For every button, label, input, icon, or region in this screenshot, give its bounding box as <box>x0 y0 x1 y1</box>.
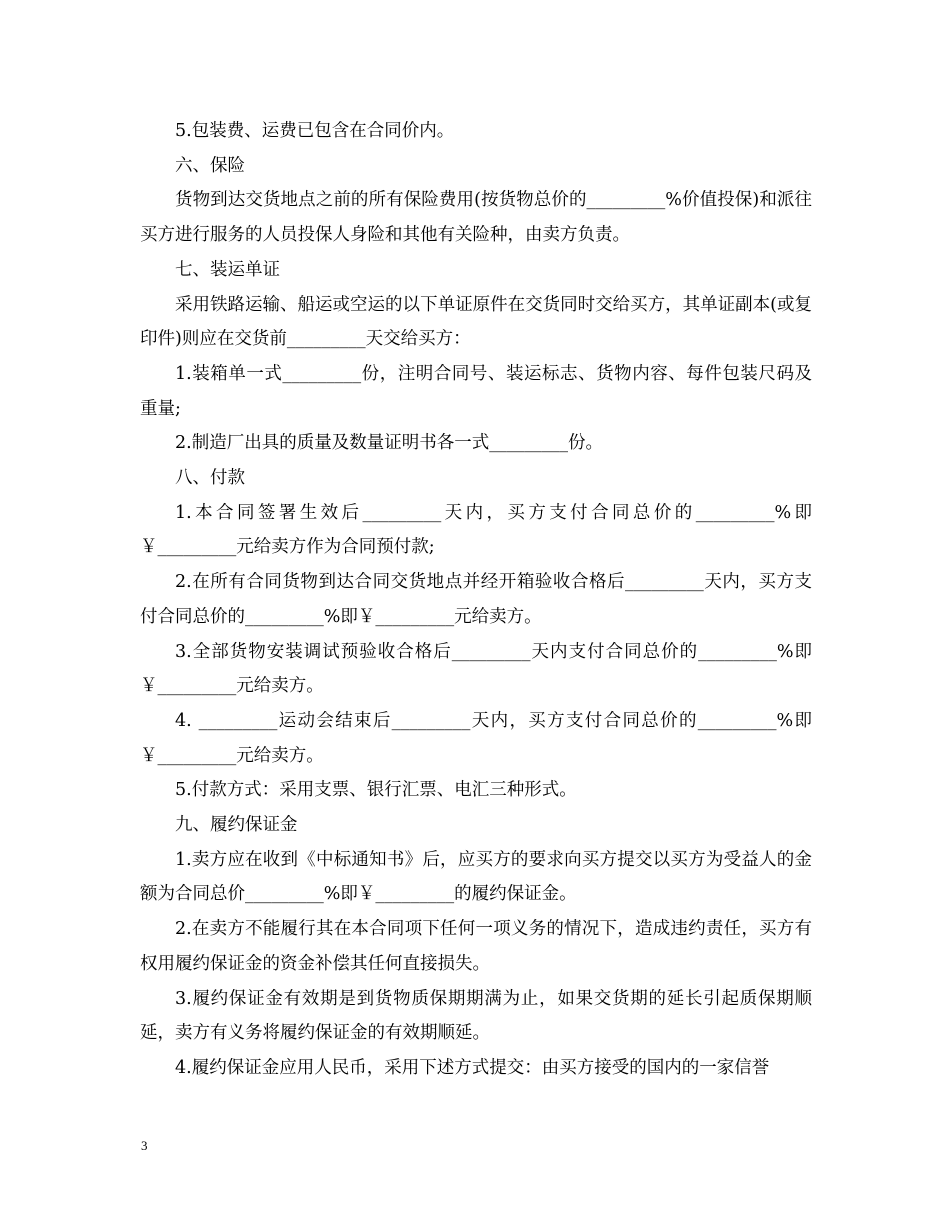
paragraph: 5.包装费、运费已包含在合同价内。 <box>175 121 455 141</box>
paragraph: 2.制造厂出具的质量及数量证明书各一式_________份。 <box>175 433 603 454</box>
section-heading-shipping-documents: 七、装运单证 <box>175 259 280 280</box>
section-heading-performance-bond: 九、履约保证金 <box>175 815 298 836</box>
page-number: 3 <box>141 1138 148 1153</box>
paragraph: 2.在所有合同货物到达合同交货地点并经开箱验收合格后_________天内，买方支付合同总价的_________%即￥_________元给卖方。 <box>140 572 812 627</box>
paragraph: 1.本合同签署生效后_________天内，买方支付合同总价的_________%即￥_________元给卖方作为合同预付款; <box>140 502 812 558</box>
document-body <box>140 114 812 1086</box>
paragraph: 4.履约保证金应用人民币，采用下述方式提交：由买方接受的国内的一家信誉 <box>175 1057 770 1078</box>
paragraph: 3.履约保证金有效期是到货物质保期期满为止，如果交货期的延长引起质保期顺延，卖方有义务将履约保证金的有效期顺延。 <box>140 988 812 1044</box>
paragraph: 货物到达交货地点之前的所有保险费用(按货物总价的_________%价值投保)和派往买方进行服务的人员投保人身险和其他有关险种，由卖方负责。 <box>140 190 812 246</box>
paragraph: 1.装箱单一式_________份，注明合同号、装运标志、货物内容、每件包装尺码及重量; <box>140 363 812 419</box>
paragraph: 采用铁路运输、船运或空运的以下单证原件在交货同时交给买方，其单证副本(或复印件)则应在交货前_________天交给买方： <box>140 294 812 350</box>
paragraph: 1.卖方应在收到《中标通知书》后，应买方的要求向买方提交以买方为受益人的金额为合同总价_________%即￥_________的履约保证金。 <box>140 849 812 905</box>
paragraph: 4. _________运动会结束后_________天内，买方支付合同总价的_________%即￥_________元给卖方。 <box>140 710 812 766</box>
section-heading-payment: 八、付款 <box>175 468 245 489</box>
paragraph: 2.在卖方不能履行其在本合同项下任何一项义务的情况下，造成违约责任，买方有权用履约保证金的资金补偿其任何直接损失。 <box>140 919 812 974</box>
paragraph: 5.付款方式：采用支票、银行汇票、电汇三种形式。 <box>175 780 577 801</box>
paragraph: 3.全部货物安装调试预验收合格后_________天内支付合同总价的_________%即￥_________元给卖方。 <box>140 641 812 697</box>
section-heading-insurance: 六、保险 <box>175 155 245 176</box>
